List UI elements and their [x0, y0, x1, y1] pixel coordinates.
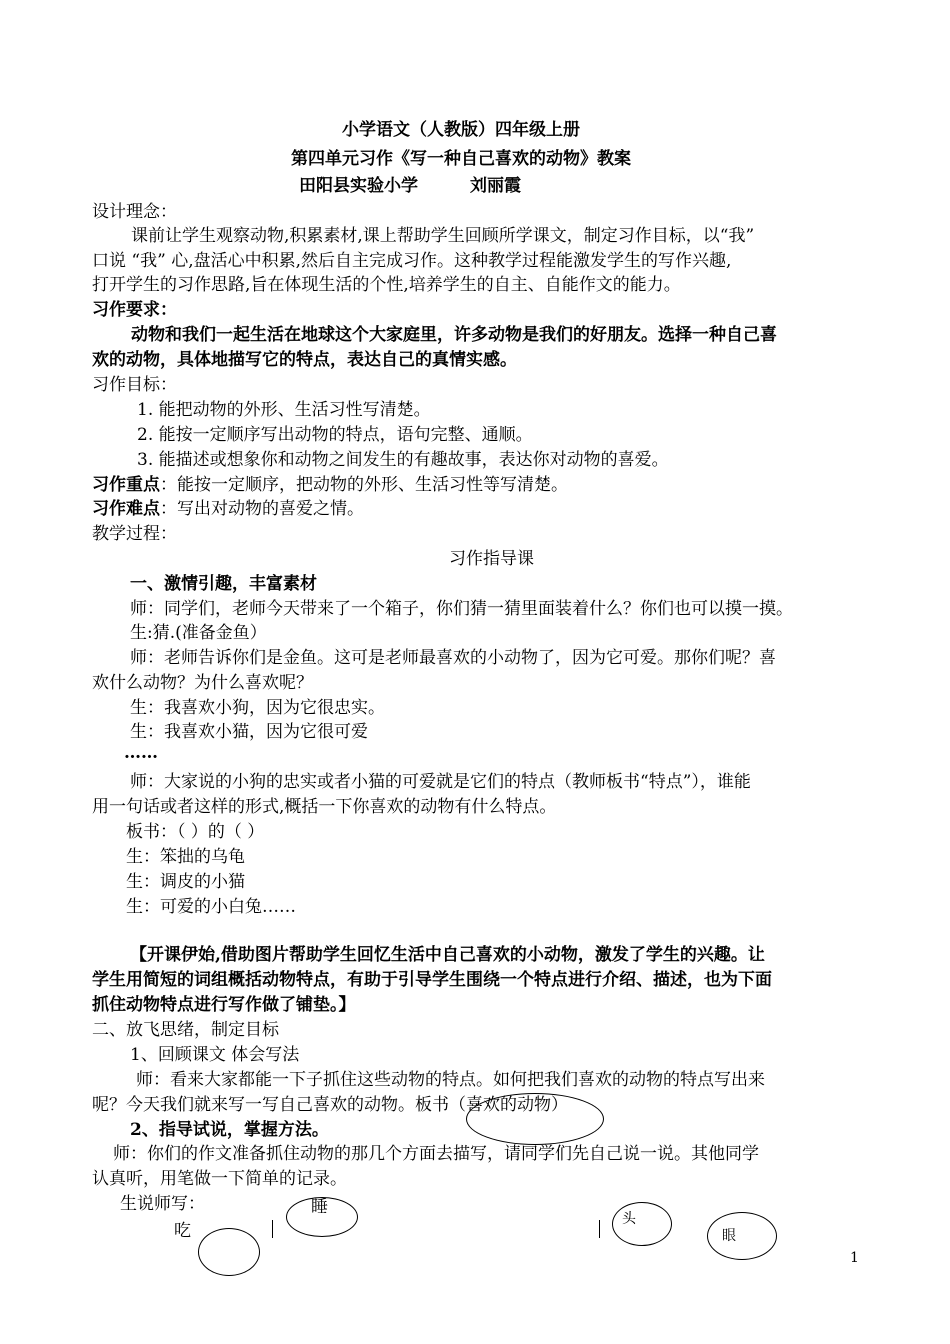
word-head: 头 — [622, 1211, 636, 1227]
section2-line-5: 生说师写： — [120, 1194, 205, 1214]
section2-line-3: 师：你们的作文准备抓住动物的那几个方面去描写，请同学们先自己说一说。其他同学 — [113, 1144, 759, 1164]
section1-line-13: 生：可爱的小白兔…… — [126, 897, 296, 917]
difficulty-text: ：写出对动物的喜爱之情。 — [160, 499, 364, 519]
section2-line-1: 师：看来大家都能一下子抓住这些动物的特点。如何把我们喜欢的动物的特点写出来 — [136, 1070, 765, 1090]
focus-text: ：能按一定顺序，把动物的外形、生活习性等写清楚。 — [160, 475, 568, 495]
section1-line-8: 师：大家说的小狗的忠实或者小猫的可爱就是它们的特点（教师板书“特点”），谁能 — [130, 772, 751, 792]
ellipse-favorite-animal — [466, 1093, 604, 1145]
design-heading: 设计理念： — [92, 202, 177, 222]
ellipse-eye — [707, 1212, 777, 1260]
difficulty-label: 习作难点 — [92, 499, 160, 519]
comment-line-1: 【开课伊始,借助图片帮助学生回忆生活中自己喜欢的小动物，激发了学生的兴趣。让 — [130, 945, 765, 965]
word-eat: 吃 — [174, 1221, 191, 1241]
design-line-2: 口说 “我” 心,盘活心中积累,然后自主完成习作。这种教学过程能激发学生的写作兴趣, — [92, 251, 732, 271]
focus-line — [92, 473, 568, 497]
requirement-line-1: 动物和我们一起生活在地球这个大家庭里，许多动物是我们的好朋友。选择一种自己喜 — [131, 325, 777, 345]
requirement-line-2: 欢的动物，具体地描写它的特点，表达自己的真情实感。 — [92, 350, 517, 370]
section2-heading: 二、放飞思绪，制定目标 — [92, 1020, 279, 1040]
difficulty-line — [92, 497, 364, 521]
section2-sub-2: 2、指导试说，掌握方法。 — [130, 1120, 329, 1140]
comment-line-2: 学生用简短的词组概括动物特点，有助于引导学生围绕一个特点进行介绍、描述，也为下面 — [92, 970, 772, 990]
ellipse-eat — [198, 1228, 260, 1276]
word-eye: 眼 — [722, 1228, 736, 1244]
goals-heading: 习作目标： — [92, 375, 177, 395]
divider-bar-left — [272, 1220, 273, 1238]
page-number: 1 — [850, 1250, 859, 1266]
comment-line-3: 抓住动物特点进行写作做了铺垫。】 — [92, 995, 356, 1015]
section1-heading: 一、激情引趣，丰富素材 — [130, 574, 317, 594]
doc-title: 小学语文（人教版）四年级上册 — [342, 120, 580, 140]
process-heading: 教学过程： — [92, 524, 177, 544]
lesson-title: 习作指导课 — [449, 549, 534, 569]
section1-line-5: 生：我喜欢小狗，因为它很忠实。 — [130, 698, 385, 718]
author-name: 刘丽霞 — [470, 176, 521, 196]
focus-label: 习作重点 — [92, 475, 160, 495]
design-line-1: 课前让学生观察动物,积累素材,课上帮助学生回顾所学课文，制定习作目标，以“我” — [131, 226, 755, 246]
section1-line-4: 欢什么动物？为什么喜欢呢？ — [92, 673, 313, 693]
section1-line-9: 用一句话或者这样的形式,概括一下你喜欢的动物有什么特点。 — [92, 797, 557, 817]
section2-line-2: 呢？今天我们就来写一写自己喜欢的动物。板书（喜欢的动物） — [92, 1095, 568, 1115]
board-writing: 板书：（ ）的（ ） — [126, 822, 265, 842]
goal-item-2: 2. 能按一定顺序写出动物的特点，语句完整、通顺。 — [137, 425, 533, 445]
goal-item-3: 3. 能描述或想象你和动物之间发生的有趣故事，表达你对动物的喜爱。 — [137, 450, 669, 470]
section1-line-1: 师：同学们，老师今天带来了一个箱子，你们猜一猜里面装着什么？你们也可以摸一摸。 — [130, 599, 793, 619]
school-name: 田阳县实验小学 — [299, 176, 418, 196]
section1-line-12: 生：调皮的小猫 — [126, 872, 245, 892]
doc-subtitle: 第四单元习作《写一种自己喜欢的动物》教案 — [291, 149, 631, 169]
design-line-3: 打开学生的习作思路,旨在体现生活的个性,培养学生的自主、自能作文的能力。 — [92, 275, 681, 295]
section1-line-6: 生：我喜欢小猫，因为它很可爱 — [130, 722, 368, 742]
ellipse-head — [612, 1202, 672, 1246]
section1-ellipsis: …… — [124, 743, 158, 763]
divider-bar-right — [599, 1220, 600, 1238]
word-sleep: 睡 — [311, 1197, 328, 1217]
section2-sub-1: 1、回顾课文 体会写法 — [130, 1045, 300, 1065]
goal-item-1: 1. 能把动物的外形、生活习性写清楚。 — [137, 400, 431, 420]
section1-line-2: 生:猜.(准备金鱼） — [130, 623, 267, 643]
section1-line-11: 生：笨拙的乌龟 — [126, 847, 245, 867]
section1-line-3: 师：老师告诉你们是金鱼。这可是老师最喜欢的小动物了，因为它可爱。那你们呢？喜 — [130, 648, 776, 668]
section2-line-4: 认真听，用笔做一下简单的记录。 — [92, 1169, 347, 1189]
requirement-heading: 习作要求： — [92, 300, 177, 320]
